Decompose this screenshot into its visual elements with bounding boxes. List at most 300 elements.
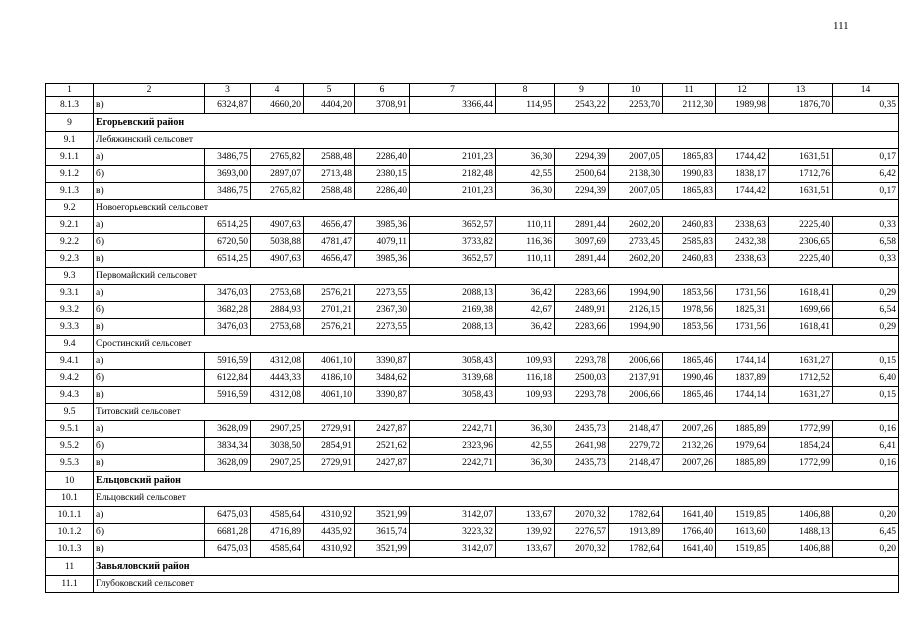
council-row <box>46 490 899 507</box>
row-variant: в) <box>94 455 205 472</box>
row-variant: б) <box>94 438 205 455</box>
value-cell: 2602,20 <box>609 217 663 234</box>
value-cell: 1519,85 <box>716 507 769 524</box>
value-cell: 4061,10 <box>304 353 355 370</box>
value-cell: 2729,91 <box>304 455 355 472</box>
value-cell: 3390,87 <box>355 353 410 370</box>
value-cell: 1406,88 <box>769 541 833 558</box>
value-cell: 3484,62 <box>355 370 410 387</box>
value-cell: 1990,46 <box>663 370 716 387</box>
row-code: 9.1.3 <box>46 183 94 200</box>
row-code: 11.1 <box>46 576 94 593</box>
value-cell: 2101,23 <box>410 183 496 200</box>
value-cell: 109,93 <box>496 387 555 404</box>
value-cell: 3142,07 <box>410 541 496 558</box>
value-cell: 1712,52 <box>769 370 833 387</box>
value-cell: 2891,44 <box>555 217 609 234</box>
value-cell: 133,67 <box>496 541 555 558</box>
row-code: 9.3.2 <box>46 302 94 319</box>
table-row <box>46 353 899 370</box>
value-cell: 1853,56 <box>663 319 716 336</box>
column-number: 8 <box>496 84 555 97</box>
column-number: 4 <box>251 84 304 97</box>
value-cell: 1744,42 <box>716 149 769 166</box>
value-cell: 0,33 <box>833 251 899 268</box>
value-cell: 2435,73 <box>555 421 609 438</box>
council-title: Ельцовский сельсовет <box>94 490 899 507</box>
council-title: Новоегорьевский сельсовет <box>94 200 899 217</box>
row-code: 11 <box>46 558 94 576</box>
value-cell: 2283,66 <box>555 319 609 336</box>
row-code: 10.1.2 <box>46 524 94 541</box>
value-cell: 6,54 <box>833 302 899 319</box>
council-title: Первомайский сельсовет <box>94 268 899 285</box>
column-number: 10 <box>609 84 663 97</box>
page-number: 111 <box>833 20 849 32</box>
row-variant: а) <box>94 149 205 166</box>
row-code: 9.3.3 <box>46 319 94 336</box>
district-title: Егорьевский район <box>94 114 899 132</box>
value-cell: 2588,48 <box>304 149 355 166</box>
value-cell: 1865,46 <box>663 387 716 404</box>
value-cell: 2701,21 <box>304 302 355 319</box>
table-row <box>46 217 899 234</box>
value-cell: 4443,33 <box>251 370 304 387</box>
value-cell: 3058,43 <box>410 353 496 370</box>
value-cell: 2500,03 <box>555 370 609 387</box>
row-code: 9.5.2 <box>46 438 94 455</box>
row-variant: а) <box>94 507 205 524</box>
value-cell: 3486,75 <box>205 183 251 200</box>
value-cell: 0,29 <box>833 319 899 336</box>
value-cell: 114,95 <box>496 97 555 114</box>
row-variant: а) <box>94 217 205 234</box>
value-cell: 4404,20 <box>304 97 355 114</box>
value-cell: 3733,82 <box>410 234 496 251</box>
value-cell: 4435,92 <box>304 524 355 541</box>
row-code: 9.1 <box>46 132 94 149</box>
value-cell: 2427,87 <box>355 455 410 472</box>
column-number: 1 <box>46 84 94 97</box>
value-cell: 1488,13 <box>769 524 833 541</box>
value-cell: 0,35 <box>833 97 899 114</box>
value-cell: 139,92 <box>496 524 555 541</box>
value-cell: 2293,78 <box>555 353 609 370</box>
row-code: 9.5.1 <box>46 421 94 438</box>
value-cell: 0,17 <box>833 149 899 166</box>
value-cell: 2543,22 <box>555 97 609 114</box>
value-cell: 1618,41 <box>769 285 833 302</box>
value-cell: 2432,38 <box>716 234 769 251</box>
table-row <box>46 302 899 319</box>
value-cell: 2891,44 <box>555 251 609 268</box>
value-cell: 3142,07 <box>410 507 496 524</box>
value-cell: 2148,47 <box>609 421 663 438</box>
column-number: 11 <box>663 84 716 97</box>
value-cell: 2112,30 <box>663 97 716 114</box>
column-number: 13 <box>769 84 833 97</box>
row-variant: в) <box>94 97 205 114</box>
value-cell: 3521,99 <box>355 541 410 558</box>
row-code: 9 <box>46 114 94 132</box>
value-cell: 110,11 <box>496 217 555 234</box>
value-cell: 2907,25 <box>251 455 304 472</box>
value-cell: 2225,40 <box>769 217 833 234</box>
value-cell: 1994,90 <box>609 285 663 302</box>
table-row <box>46 387 899 404</box>
value-cell: 2273,55 <box>355 285 410 302</box>
value-cell: 4186,10 <box>304 370 355 387</box>
row-variant: а) <box>94 353 205 370</box>
value-cell: 1989,98 <box>716 97 769 114</box>
column-number: 5 <box>304 84 355 97</box>
value-cell: 2126,15 <box>609 302 663 319</box>
value-cell: 0,20 <box>833 541 899 558</box>
value-cell: 2169,38 <box>410 302 496 319</box>
value-cell: 1744,42 <box>716 183 769 200</box>
value-cell: 2182,48 <box>410 166 496 183</box>
value-cell: 133,67 <box>496 507 555 524</box>
table-row <box>46 166 899 183</box>
value-cell: 4312,08 <box>251 353 304 370</box>
value-cell: 4585,64 <box>251 541 304 558</box>
value-cell: 4660,20 <box>251 97 304 114</box>
row-variant: б) <box>94 524 205 541</box>
value-cell: 2294,39 <box>555 149 609 166</box>
value-cell: 3476,03 <box>205 319 251 336</box>
district-row <box>46 558 899 576</box>
value-cell: 2007,05 <box>609 149 663 166</box>
value-cell: 2279,72 <box>609 438 663 455</box>
value-cell: 1613,60 <box>716 524 769 541</box>
value-cell: 2897,07 <box>251 166 304 183</box>
value-cell: 2602,20 <box>609 251 663 268</box>
value-cell: 0,29 <box>833 285 899 302</box>
value-cell: 3223,32 <box>410 524 496 541</box>
table-row <box>46 183 899 200</box>
value-cell: 4312,08 <box>251 387 304 404</box>
value-cell: 3615,74 <box>355 524 410 541</box>
value-cell: 4310,92 <box>304 507 355 524</box>
value-cell: 2753,68 <box>251 285 304 302</box>
value-cell: 2286,40 <box>355 149 410 166</box>
value-cell: 4079,11 <box>355 234 410 251</box>
council-row <box>46 404 899 421</box>
value-cell: 2006,66 <box>609 387 663 404</box>
value-cell: 6,40 <box>833 370 899 387</box>
value-cell: 2294,39 <box>555 183 609 200</box>
value-cell: 6,42 <box>833 166 899 183</box>
column-number: 9 <box>555 84 609 97</box>
table-row <box>46 370 899 387</box>
table-row <box>46 149 899 166</box>
district-title: Ельцовский район <box>94 472 899 490</box>
value-cell: 2276,57 <box>555 524 609 541</box>
value-cell: 110,11 <box>496 251 555 268</box>
value-cell: 3693,00 <box>205 166 251 183</box>
table-row <box>46 421 899 438</box>
value-cell: 6,45 <box>833 524 899 541</box>
value-cell: 36,42 <box>496 319 555 336</box>
row-code: 10 <box>46 472 94 490</box>
value-cell: 3139,68 <box>410 370 496 387</box>
value-cell: 1994,90 <box>609 319 663 336</box>
row-variant: в) <box>94 387 205 404</box>
row-code: 10.1 <box>46 490 94 507</box>
value-cell: 2070,32 <box>555 541 609 558</box>
value-cell: 1731,56 <box>716 319 769 336</box>
row-variant: б) <box>94 370 205 387</box>
table-row <box>46 251 899 268</box>
table-row <box>46 438 899 455</box>
value-cell: 2460,83 <box>663 251 716 268</box>
value-cell: 0,20 <box>833 507 899 524</box>
value-cell: 36,42 <box>496 285 555 302</box>
row-code: 9.2.3 <box>46 251 94 268</box>
row-variant: в) <box>94 183 205 200</box>
value-cell: 1641,40 <box>663 507 716 524</box>
row-code: 9.3 <box>46 268 94 285</box>
value-cell: 2286,40 <box>355 183 410 200</box>
table-row <box>46 234 899 251</box>
council-title: Лебяжинский сельсовет <box>94 132 899 149</box>
value-cell: 1979,64 <box>716 438 769 455</box>
column-number: 6 <box>355 84 410 97</box>
value-cell: 2713,48 <box>304 166 355 183</box>
value-cell: 3985,36 <box>355 251 410 268</box>
value-cell: 2753,68 <box>251 319 304 336</box>
value-cell: 1406,88 <box>769 507 833 524</box>
council-row <box>46 576 899 593</box>
value-cell: 1837,89 <box>716 370 769 387</box>
value-cell: 6475,03 <box>205 541 251 558</box>
value-cell: 6324,87 <box>205 97 251 114</box>
value-cell: 1853,56 <box>663 285 716 302</box>
value-cell: 6514,25 <box>205 217 251 234</box>
row-code: 10.1.3 <box>46 541 94 558</box>
value-cell: 2323,96 <box>410 438 496 455</box>
value-cell: 2435,73 <box>555 455 609 472</box>
row-code: 9.2.2 <box>46 234 94 251</box>
value-cell: 4656,47 <box>304 217 355 234</box>
value-cell: 42,55 <box>496 166 555 183</box>
value-cell: 1631,27 <box>769 353 833 370</box>
value-cell: 0,15 <box>833 387 899 404</box>
value-cell: 4310,92 <box>304 541 355 558</box>
district-title: Завьяловский район <box>94 558 899 576</box>
value-cell: 2007,26 <box>663 421 716 438</box>
value-cell: 6681,28 <box>205 524 251 541</box>
value-cell: 2088,13 <box>410 319 496 336</box>
value-cell: 2588,48 <box>304 183 355 200</box>
value-cell: 1772,99 <box>769 421 833 438</box>
council-title: Глубоковский сельсовет <box>94 576 899 593</box>
value-cell: 36,30 <box>496 183 555 200</box>
value-cell: 2273,55 <box>355 319 410 336</box>
value-cell: 2380,15 <box>355 166 410 183</box>
value-cell: 3652,57 <box>410 251 496 268</box>
row-variant: б) <box>94 302 205 319</box>
value-cell: 3652,57 <box>410 217 496 234</box>
value-cell: 2137,91 <box>609 370 663 387</box>
row-variant: в) <box>94 251 205 268</box>
row-variant: в) <box>94 319 205 336</box>
row-variant: в) <box>94 541 205 558</box>
value-cell: 2765,82 <box>251 149 304 166</box>
row-code: 9.3.1 <box>46 285 94 302</box>
value-cell: 6720,50 <box>205 234 251 251</box>
value-cell: 2489,91 <box>555 302 609 319</box>
value-cell: 1876,70 <box>769 97 833 114</box>
value-cell: 0,17 <box>833 183 899 200</box>
value-cell: 4716,89 <box>251 524 304 541</box>
council-row <box>46 200 899 217</box>
value-cell: 4907,63 <box>251 251 304 268</box>
value-cell: 2306,65 <box>769 234 833 251</box>
value-cell: 2148,47 <box>609 455 663 472</box>
value-cell: 109,93 <box>496 353 555 370</box>
value-cell: 1913,89 <box>609 524 663 541</box>
district-row <box>46 472 899 490</box>
value-cell: 42,55 <box>496 438 555 455</box>
value-cell: 2293,78 <box>555 387 609 404</box>
value-cell: 2338,63 <box>716 217 769 234</box>
value-cell: 6,41 <box>833 438 899 455</box>
column-number: 12 <box>716 84 769 97</box>
value-cell: 1731,56 <box>716 285 769 302</box>
value-cell: 1641,40 <box>663 541 716 558</box>
value-cell: 3628,09 <box>205 455 251 472</box>
council-title: Титовский сельсовет <box>94 404 899 421</box>
row-code: 9.1.2 <box>46 166 94 183</box>
table-row <box>46 507 899 524</box>
value-cell: 2854,91 <box>304 438 355 455</box>
row-variant: а) <box>94 421 205 438</box>
value-cell: 4585,64 <box>251 507 304 524</box>
column-number: 3 <box>205 84 251 97</box>
value-cell: 2729,91 <box>304 421 355 438</box>
row-code: 9.2 <box>46 200 94 217</box>
table-row <box>46 285 899 302</box>
value-cell: 0,15 <box>833 353 899 370</box>
value-cell: 1825,31 <box>716 302 769 319</box>
value-cell: 2576,21 <box>304 319 355 336</box>
value-cell: 1744,14 <box>716 387 769 404</box>
row-code: 8.1.3 <box>46 97 94 114</box>
row-code: 9.2.1 <box>46 217 94 234</box>
value-cell: 1854,24 <box>769 438 833 455</box>
value-cell: 1772,99 <box>769 455 833 472</box>
value-cell: 2283,66 <box>555 285 609 302</box>
value-cell: 4907,63 <box>251 217 304 234</box>
table-row <box>46 524 899 541</box>
table-row <box>46 541 899 558</box>
value-cell: 1885,89 <box>716 455 769 472</box>
value-cell: 1744,14 <box>716 353 769 370</box>
value-cell: 2101,23 <box>410 149 496 166</box>
value-cell: 6475,03 <box>205 507 251 524</box>
tariff-table <box>45 83 899 593</box>
column-number: 14 <box>833 84 899 97</box>
row-variant: б) <box>94 234 205 251</box>
value-cell: 2070,32 <box>555 507 609 524</box>
council-title: Сростинский сельсовет <box>94 336 899 353</box>
value-cell: 3058,43 <box>410 387 496 404</box>
value-cell: 1838,17 <box>716 166 769 183</box>
value-cell: 1978,56 <box>663 302 716 319</box>
value-cell: 2576,21 <box>304 285 355 302</box>
row-code: 9.4.3 <box>46 387 94 404</box>
value-cell: 0,16 <box>833 455 899 472</box>
row-code: 9.4 <box>46 336 94 353</box>
value-cell: 4061,10 <box>304 387 355 404</box>
value-cell: 2884,93 <box>251 302 304 319</box>
value-cell: 1631,51 <box>769 149 833 166</box>
value-cell: 1782,64 <box>609 507 663 524</box>
value-cell: 2242,71 <box>410 455 496 472</box>
table-row <box>46 455 899 472</box>
table-body <box>46 84 899 593</box>
value-cell: 2007,05 <box>609 183 663 200</box>
value-cell: 1631,51 <box>769 183 833 200</box>
value-cell: 2585,83 <box>663 234 716 251</box>
value-cell: 3628,09 <box>205 421 251 438</box>
table-row <box>46 319 899 336</box>
value-cell: 2138,30 <box>609 166 663 183</box>
value-cell: 0,16 <box>833 421 899 438</box>
value-cell: 3985,36 <box>355 217 410 234</box>
value-cell: 36,30 <box>496 149 555 166</box>
value-cell: 3834,34 <box>205 438 251 455</box>
value-cell: 2641,98 <box>555 438 609 455</box>
value-cell: 2367,30 <box>355 302 410 319</box>
value-cell: 2765,82 <box>251 183 304 200</box>
value-cell: 1885,89 <box>716 421 769 438</box>
value-cell: 2521,62 <box>355 438 410 455</box>
column-number-row <box>46 84 899 97</box>
value-cell: 3708,91 <box>355 97 410 114</box>
row-code: 10.1.1 <box>46 507 94 524</box>
value-cell: 1990,83 <box>663 166 716 183</box>
row-code: 9.1.1 <box>46 149 94 166</box>
value-cell: 0,33 <box>833 217 899 234</box>
value-cell: 3038,50 <box>251 438 304 455</box>
council-row <box>46 132 899 149</box>
value-cell: 2088,13 <box>410 285 496 302</box>
value-cell: 2427,87 <box>355 421 410 438</box>
row-code: 9.4.1 <box>46 353 94 370</box>
value-cell: 1631,27 <box>769 387 833 404</box>
value-cell: 2907,25 <box>251 421 304 438</box>
value-cell: 6122,84 <box>205 370 251 387</box>
council-row <box>46 268 899 285</box>
value-cell: 2338,63 <box>716 251 769 268</box>
value-cell: 3476,03 <box>205 285 251 302</box>
column-number: 7 <box>410 84 496 97</box>
value-cell: 1766,40 <box>663 524 716 541</box>
value-cell: 3682,28 <box>205 302 251 319</box>
value-cell: 1519,85 <box>716 541 769 558</box>
value-cell: 2500,64 <box>555 166 609 183</box>
value-cell: 4781,47 <box>304 234 355 251</box>
value-cell: 116,36 <box>496 234 555 251</box>
value-cell: 3097,69 <box>555 234 609 251</box>
value-cell: 1618,41 <box>769 319 833 336</box>
value-cell: 2225,40 <box>769 251 833 268</box>
value-cell: 1865,83 <box>663 149 716 166</box>
row-code: 9.5.3 <box>46 455 94 472</box>
row-code: 9.5 <box>46 404 94 421</box>
